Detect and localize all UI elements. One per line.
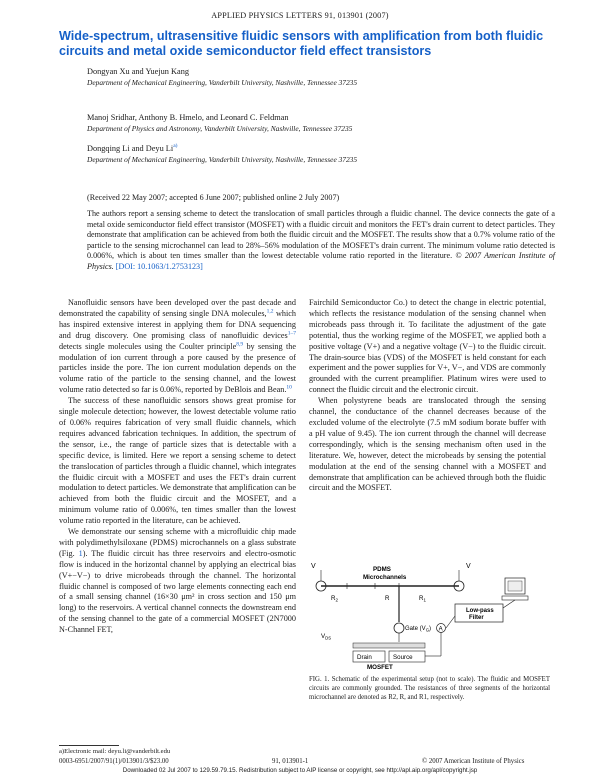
author-line-1: Dongyan Xu and Yuejun Kang xyxy=(87,67,190,76)
r2-label: $R_2$ xyxy=(331,595,338,603)
journal-header: APPLIED PHYSICS LETTERS 91, 013901 (2007) xyxy=(211,11,389,20)
copyright-notice: © 2007 American Institute of Physics. xyxy=(87,251,555,271)
download-notice[interactable]: Downloaded 02 Jul 2007 to 129.59.79.15. Redistribution subject to AIP license or copyright, see http://apl.aip.org/apl/copyright.jsp xyxy=(122,767,478,774)
lowpass-label: Low-pass xyxy=(466,608,494,614)
figure-link[interactable]: 1 xyxy=(78,548,83,558)
v-minus-label: V xyxy=(466,563,471,570)
author-footnote-mark[interactable]: a) xyxy=(173,143,178,150)
body-column-right xyxy=(309,298,546,494)
filter-label: Filter xyxy=(469,615,484,621)
author-line-3: Dongqing Li and Deyu Li$^{a)}$ xyxy=(87,143,178,153)
ammeter-label: A xyxy=(438,626,443,633)
citation-link[interactable]: 1–7 xyxy=(287,329,296,336)
doi-link[interactable]: [DOI: 10.1063/1.2753123] xyxy=(115,261,203,271)
paragraph: Fairchild Semiconductor Co.) to detect the change in electric potential, which reflects the resistance modulation of the sensing channel when microbeads pass through it. To facilitate the adjustment of the gate potential, thus the working regime of the MOSFET, we applied both a positive voltage (V+) and a negative voltage (V−) to the fluidic circuit. The drain-source bias (VDS) of the MOSFET is held constant for each experiment and the power supplies for V+, V−, and VDS are commonly grounded with the current preamplifier. Platinum wires were used to connect the fluidic circuit and the electronic circuit. xyxy=(309,298,546,395)
paragraph: We demonstrate our sensing scheme with a microfluidic chip made with polydimethylsiloxane (PDMS) microchannels on a glass substrate (Fig. 1). The fluidic circuit has three reservoirs and electro-osmotic flow is induced in the horizontal channel by applying an electrical bias (V+−V−) to drive microbeads through the channel. The horizontal fluidic channel is composed of two large elements connecting each end of a small sensing channel (16×30 μm² in cross section and 150 μm long) to the reservoirs. A vertical channel connects the downstream end of the sensing channel to the gate of a commercial MOSFET (2N7000 N-Channel FET, xyxy=(59,527,296,635)
footer-copyright: © 2007 American Institute of Physics xyxy=(422,758,525,765)
v-plus-label: V xyxy=(311,563,316,570)
vds-label: $V_{DS}$ xyxy=(321,633,332,641)
abstract-text: The authors report a sensing scheme to detect the translocation of small particles through a fluidic channel. The device connects the gate of a metal oxide semiconductor field effect transistor (MOSFET) with a fluidic circuit and monitors the FET's drain current to detect particles. They demonstrate that amplification can be achieved from both the fluidic circuit and the MOSFET. The results show that a 0.7% volume ratio of the particle to the sensing microchannel can lead to 28%–56% modulation of the MOSFET's drain current. The minimum volume ratio detected is 0.006%, which is about ten times smaller than the lowest detectable volume ratio reported in the literature. xyxy=(87,209,555,261)
microchannels-label: Microchannels xyxy=(363,574,407,581)
affiliation-2: Department of Physics and Astronomy, Vanderbilt University, Nashville, Tennessee 37235 xyxy=(87,124,353,133)
drain-label: Drain xyxy=(357,654,372,661)
article-title: Wide-spectrum, ultrasensitive fluidic sensors with amplification from both fluidic circuits and metal oxide semiconductor field effect transistors xyxy=(59,29,544,58)
received-dates: (Received 22 May 2007; accepted 6 June 2007; published online 2 July 2007) xyxy=(87,193,340,202)
gate-reservoir xyxy=(394,623,404,633)
footer-issn: 0003-6951/2007/91(1)/013901/3/$23.00 xyxy=(59,758,169,765)
r-label: R xyxy=(385,595,390,602)
source-label: Source xyxy=(393,654,413,661)
affiliation-1: Department of Mechanical Engineering, Vanderbilt University, Nashville, Tennessee 37235 xyxy=(87,78,358,87)
citation-link[interactable]: 8,9 xyxy=(236,340,244,347)
mosfet-label: MOSFET xyxy=(367,664,393,670)
paragraph: When polystyrene beads are translocated through the sensing channel, the conductance of the channel decreases because of the excluded volume of the electrolyte (7.5 mM sodium borate buffer with a pH value of 9.45). The ion current through the channel will decrease correspondingly, which is the sensing mechanism often used in the literature. We, however, detect the microbeads by sensing the potential modulation at the end of the sensing channel with a MOSFET and demonstrate that amplification can be achieved through both the fluidic circuit and the MOSFET. xyxy=(309,396,546,493)
footnote: a)Electronic mail: deyu.li@vanderbilt.edu xyxy=(59,748,171,755)
paragraph: Nanofluidic sensors have been developed over the past decade and demonstrated the capability of sensing single DNA molecules,$^{1,2}$ which has inspired extensive interest in applying them for DNA sequencing and drug discovery. One promising class of nanofluidic devices$^{1-7}$ detects single molecules using the Coulter principle$^{8,9}$ by sensing the modulation of ion current through a pore caused by the presence of particles inside the pore. The ion current modulation depends on the volume ratio of the particle to the sensing channel, and the lowest volume ratio detected so far is 0.06%, reported by DeBlois and Bean.$^{10}$ xyxy=(59,298,296,395)
gate-label: Gate $(V_G)$ xyxy=(405,626,432,633)
footer-page: 91, 013901-1 xyxy=(272,758,309,765)
pdms-label: PDMS xyxy=(373,566,391,573)
r1-label: $R_1$ xyxy=(419,595,426,603)
figure-1-schematic xyxy=(309,556,550,670)
paragraph: The success of these nanofluidic sensors shows great promise for single molecule detection; however, the lowest detectable volume ratio of 0.06% requires fabrication of very small fluidic channels, which requires advanced fabrication techniques. In addition, the spectrum of the sensor, i.e., the range of particle sizes that is detectable with a specific device, is limited. Here we report a sensing scheme to detect the translocation of particles through a fluidic channel, which integrates the fluidic circuit with a MOSFET and uses the FET's drain current modulation to detect particles. We demonstrate that amplification can be achieved from both the fluidic circuit and the MOSFET, and a minimum volume ratio of 0.006%, ten times smaller than the lowest volume ratio reported in the literature, can be achieved. xyxy=(59,396,297,526)
author-line-2: Manoj Sridhar, Anthony B. Hmelo, and Leonard C. Feldman xyxy=(87,113,289,122)
citation-link[interactable]: 10 xyxy=(286,384,292,391)
figure-caption: FIG. 1. Schematic of the experimental setup (not to scale). The fluidic and MOSFET circuits are commonly grounded. The resistances of three segments of the horizontal microchannel are denoted as R2, R, and R1, respectively. xyxy=(309,676,550,701)
footnote-rule xyxy=(59,745,119,746)
affiliation-3: Department of Mechanical Engineering, Vanderbilt University, Nashville, Tennessee 37235 xyxy=(87,155,358,164)
citation-link[interactable]: 1,2 xyxy=(266,308,274,315)
computer-icon xyxy=(502,578,528,600)
abstract xyxy=(87,209,555,273)
body-column-left xyxy=(59,298,296,636)
